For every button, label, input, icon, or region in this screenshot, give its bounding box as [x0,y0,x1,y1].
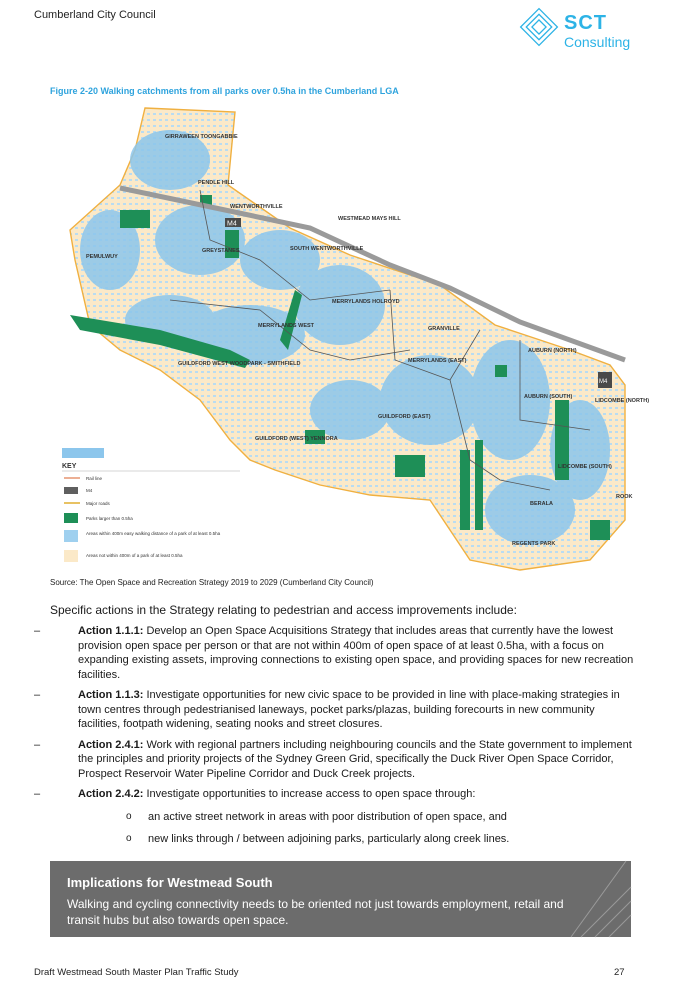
sub-bullet [78,810,634,824]
logo-line1: SCT [564,12,607,34]
m4-label: M4 [227,220,237,228]
circle-bullet-icon: o [126,810,132,822]
action-item: – Action 2.4.1: Work with regional partners including neighbouring councils and the State government to implement the principles and priority projects of the Sydney Green Grid, specifically the Duck River Open Space Corridor, Prospect Reservoir Water Pipeline Corridor and Duck Creek projects. [34,738,632,780]
action-item: – Action 1.1.3: Investigate opportunities for new civic space to be provided in line with place-making strategies in town centres through pedestrianised laneways, pocket parks/plazas, building forecourts in new community facilities, footpath widening, seating nooks and street closures. [34,689,620,730]
map-label: WESTMEAD MAYS HILL [338,216,401,222]
key-parks-swatch [64,513,78,523]
m4-label-east: M4 [599,379,608,385]
key-notwithin-label: Areas not within 400m of a park of at least 0.5ha [86,553,183,558]
key-within-swatch [64,530,78,542]
intro-text: Specific actions in the Strategy relating to pedestrian and access improvements include: [50,603,517,617]
map-label: ROOK [616,494,633,500]
map-label: GIRRAWEEN TOONGABBIE [165,134,238,140]
map-label: WENTWORTHVILLE [230,204,283,210]
circle-bullet-icon: o [126,832,132,844]
action-list [34,624,634,852]
key-title: KEY [62,463,77,470]
action-text: Investigate opportunities for new civic space to be provided in line with place-making strategies in town centres through pedestrianised laneways, pocket parks/plazas, building forecourts in new community facilities, footpath widening, seating nooks and street closures. [78,689,620,730]
map-label: PEMULWUY [86,254,118,260]
map-label: AUBURN (SOUTH) [524,394,573,400]
key-notwithin-swatch [64,550,78,562]
action-text: Investigate opportunities to increase access to open space through: [143,788,476,800]
implications-text: Walking and cycling connectivity needs to be oriented not just towards employment, retail and transit hubs but also towards open space. [67,897,564,927]
map-label: GUILDFORD (WEST) YENNORA [255,436,338,442]
sub-bullet [78,832,634,846]
map-label: LIDCOMBE (SOUTH) [558,464,612,470]
action-label: Action 2.4.1: [78,738,144,751]
map-label: GUILDFORD (EAST) [378,414,431,420]
map-label: LIDCOMBE (NORTH) [595,398,650,404]
map-label: PENDLE HILL [198,180,235,186]
key-m4-label: M4 [86,488,93,493]
map-key [62,448,240,562]
key-within-label: Areas within 400m easy walking distance of a park of at least 0.5ha [86,531,221,536]
action-label: Action 2.4.2: [78,788,144,800]
map-label: MERRYLANDS WEST [258,323,315,329]
footer-title: Draft Westmead South Master Plan Traffic Study [34,967,239,978]
action-item: – Action 2.4.2: Investigate opportunities to increase access to open space through: o an active street network in areas with poor distribution of open space, and o new links through / between adjoining parks, particularly along creek lines. [34,787,634,846]
key-roads-label: Major roads [86,501,110,506]
action-label: Action 1.1.1: [78,625,144,637]
header-org: Cumberland City Council [34,9,156,21]
map-label: GREYSTANES [202,248,240,254]
sub-bullet-text: an active street network in areas with poor distribution of open space, and [148,810,507,823]
logo-line2: Consulting [564,34,631,50]
implications-title: Implications for Westmead South [67,875,273,890]
map-label: MERRYLANDS HOLROYD [332,299,400,305]
map-label: MERRYLANDS (EAST) [408,358,467,364]
sct-logo [514,6,639,54]
decorative-diamond-icon [551,861,631,937]
map-label: BERALA [530,501,553,507]
walking-catchment-map [50,100,650,575]
action-label: Action 1.1.3: [78,689,144,701]
figure-source: Source: The Open Space and Recreation Strategy 2019 to 2029 (Cumberland City Council) [50,578,374,587]
logo-diamond-icon [514,6,564,54]
figure-caption: Figure 2-20 Walking catchments from all parks over 0.5ha in the Cumberland LGA [50,86,399,96]
implications-box [50,861,631,937]
sub-bullet-text: new links through / between adjoining parks, particularly along creek lines. [148,832,510,845]
action-text: Develop an Open Space Acquisitions Strategy that includes areas that currently have the lowest provision open space per person or that are not within 400m of open space of at least 0.5ha, with a focus on expanding existing assets, improving connections to existing open space, and providing spaces for new recreation facilities. [78,625,634,681]
map-label: REGENTS PARK [512,541,556,547]
map-label: GRANVILLE [428,326,460,332]
map-label: AUBURN (NORTH) [528,348,577,354]
key-parks-label: Parks larger than 0.5ha [86,516,133,521]
map-label: SOUTH WENTWORTHVILLE [290,246,364,252]
map-label: GUILDFORD WEST WOODPARK - SMITHFIELD [178,361,301,367]
action-item: – Action 1.1.1: Develop an Open Space Acquisitions Strategy that includes areas that currently have the lowest provision open space per person or that are not within 400m of open space of at least 0.5ha, with a focus on expanding existing assets, improving connections to existing open space, and providing spaces for new recreation facilities. [34,625,634,681]
key-swatch-header [62,448,104,458]
action-text: Work with regional partners including neighbouring councils and the State government to implement the principles and priority projects of the Sydney Green Grid, specifically the Duck River Open Space Corridor, Prospect Reservoir Water Pipeline Corridor and Duck Creek projects. [78,738,632,780]
key-rail-label: Rail line [86,476,103,481]
key-m4-swatch [64,487,78,494]
page-number: 27 [614,967,625,978]
